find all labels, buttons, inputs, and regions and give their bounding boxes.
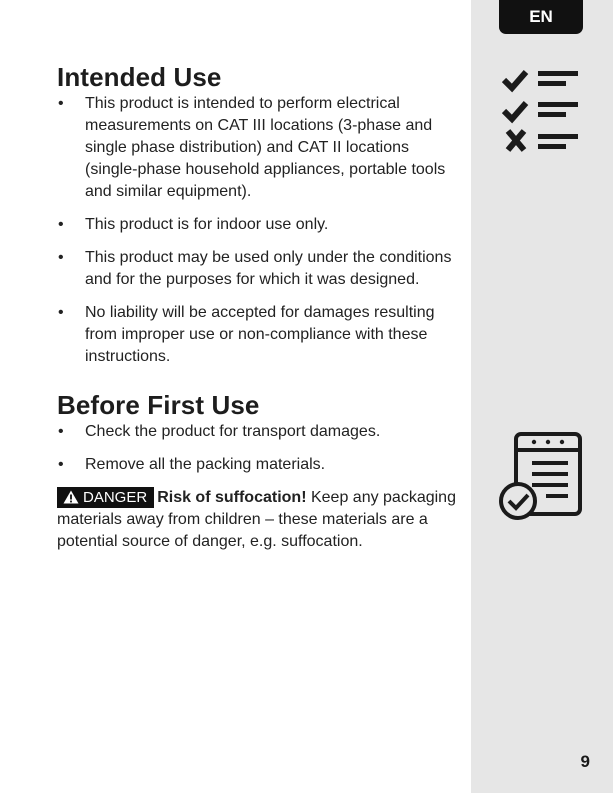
before-first-use-heading: Before First Use — [57, 390, 260, 420]
language-badge: EN — [499, 0, 583, 34]
intended-use-heading: Intended Use — [57, 62, 222, 92]
list-item: • No liability will be accepted for damages resulting from improper use or non-compliance with these instructions. — [57, 302, 457, 368]
danger-heading: Risk of suffocation! — [157, 489, 307, 506]
before-first-use-list — [57, 421, 457, 476]
list-item: • This product may be used only under the conditions and for the purposes for which it was designed. — [57, 247, 457, 291]
intended-use-list — [57, 93, 457, 368]
danger-notice — [57, 487, 457, 553]
main-content — [57, 62, 457, 553]
list-item: • Remove all the packing materials. — [57, 454, 457, 476]
warning-triangle-icon — [63, 490, 79, 504]
list-item: • Check the product for transport damages. — [57, 421, 457, 443]
list-item: • This product is for indoor use only. — [57, 214, 457, 236]
page-number: 9 — [580, 752, 590, 771]
list-item: • This product is intended to perform electrical measurements on CAT III locations (3-phase and single phase distribution) and CAT II locations (single-phase household appliances, portable tools and similar equipment). — [57, 93, 457, 203]
cross-mark-icon — [508, 131, 524, 150]
danger-label: DANGER — [83, 489, 148, 506]
danger-text: Keep any packaging materials away from children – these materials are a potential source of danger, e.g. suffocation. — [57, 489, 456, 550]
document-check-icon — [496, 430, 586, 522]
checklist-icon — [502, 68, 582, 156]
check-mark-icon — [504, 103, 526, 119]
check-mark-icon — [504, 72, 526, 88]
danger-badge — [57, 487, 154, 508]
